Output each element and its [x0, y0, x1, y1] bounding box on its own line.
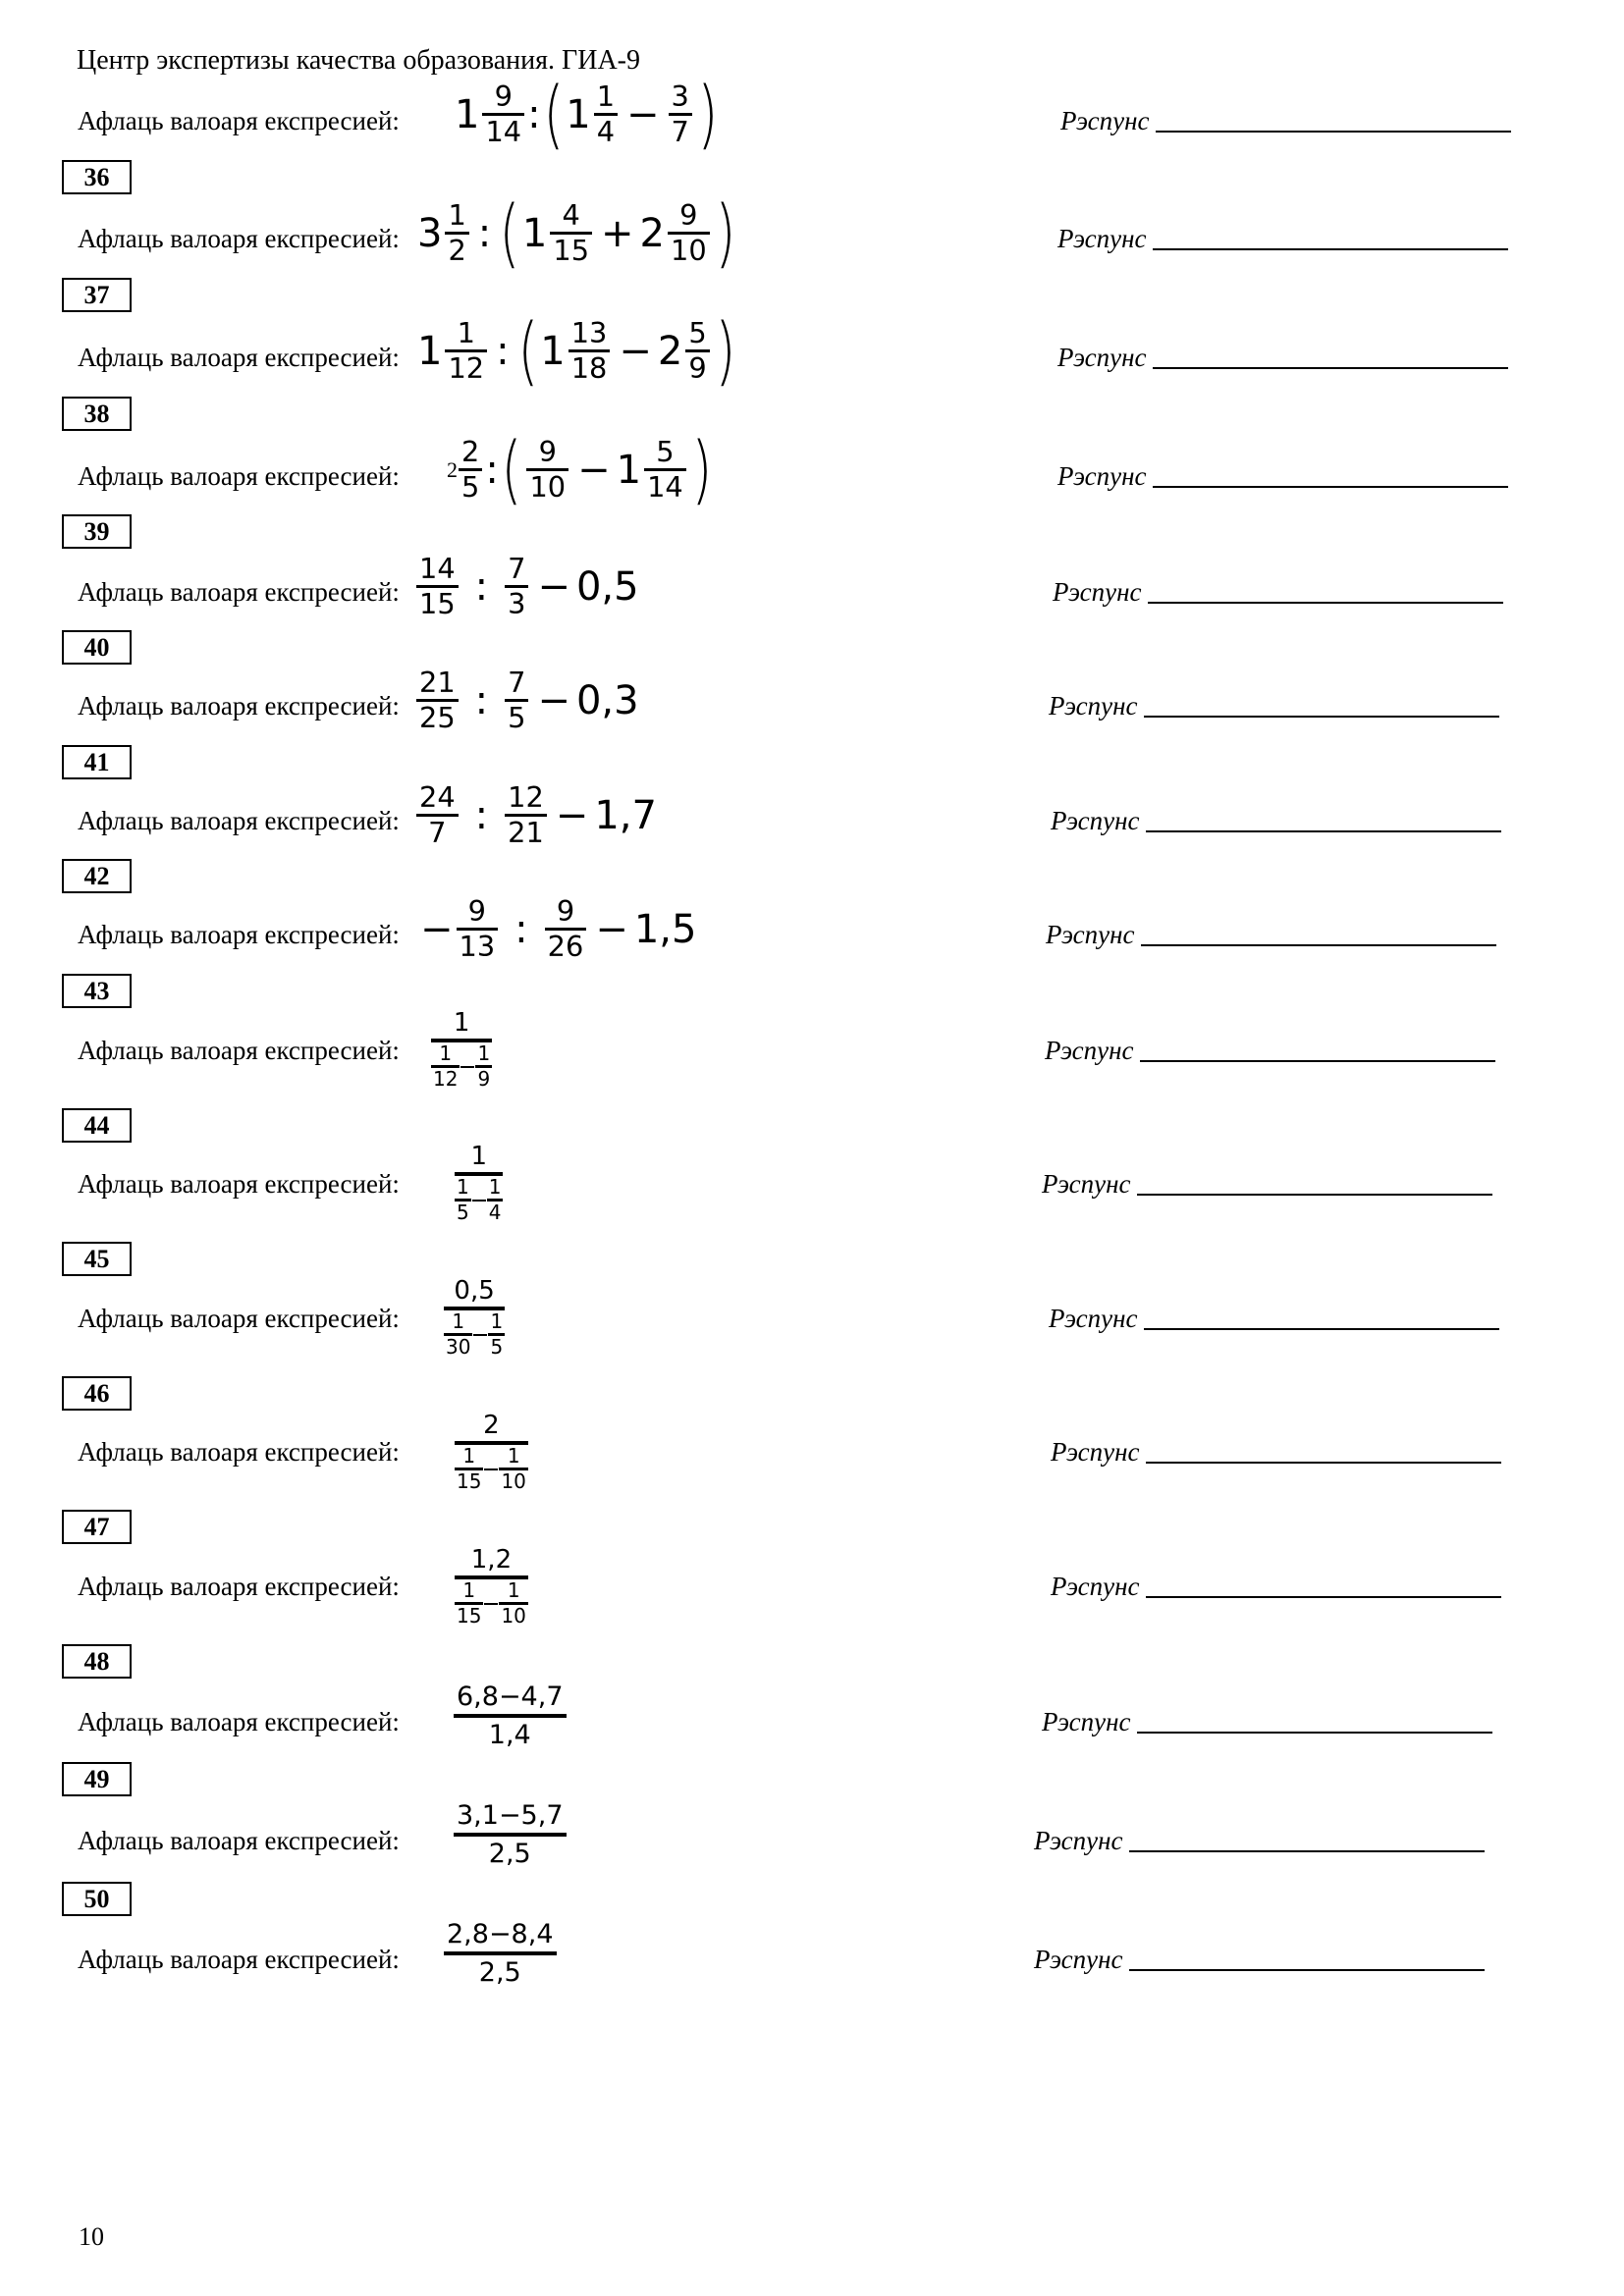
operator: : [496, 328, 510, 374]
operator: − [595, 906, 628, 952]
answer-line[interactable] [1129, 1849, 1485, 1852]
answer-label: Рэспунс [1049, 1304, 1138, 1333]
denominator: 9 [688, 351, 707, 386]
answer-line[interactable] [1140, 1059, 1495, 1062]
answer-line[interactable] [1148, 601, 1503, 604]
operator: : [527, 91, 541, 137]
numerator: 21 [419, 666, 456, 699]
whole-number: 1 [616, 447, 642, 493]
denominator: 5 [508, 701, 526, 735]
denominator: 10 [501, 1604, 526, 1629]
answer-line[interactable] [1156, 130, 1511, 133]
operator: : [474, 563, 489, 610]
answer-label: Рэспунс [1057, 343, 1147, 372]
math-expression: 1 $\frac{1}{12}$ : ( 1 $\frac{13}{18}$ − 2 $\frac{5}{9}$ ) [417, 306, 735, 395]
answer-line[interactable] [1137, 1731, 1492, 1734]
denominator: 10 [501, 1469, 526, 1494]
numerator: 9 [679, 198, 698, 232]
task-prompt: Афлаць валоаря експресией: [78, 224, 400, 253]
task-prompt: Афлаць валоаря експресией: [78, 1945, 400, 1974]
denominator: 4 [596, 115, 616, 149]
denominator: 9 [477, 1067, 491, 1092]
math-expression [413, 553, 639, 620]
task-prompt: Афлаць валоаря експресией: [78, 1572, 400, 1601]
operator: : [514, 906, 528, 952]
task-number: 49 [62, 1762, 132, 1796]
answer-label: Рэспунс [1051, 806, 1140, 835]
numerator: 1 [507, 1578, 520, 1603]
numerator: 1 [453, 1008, 470, 1038]
answer-label: Рэспунс [1060, 106, 1150, 135]
answer-field[interactable] [1049, 691, 1499, 721]
denominator: 10 [671, 234, 707, 268]
denominator: 18 [570, 351, 608, 386]
task-number: 39 [62, 514, 132, 549]
answer-line[interactable] [1129, 1968, 1485, 1971]
answer-field[interactable] [1034, 1826, 1485, 1856]
task-prompt: Афлаць валоаря експресией: [78, 1304, 400, 1333]
answer-line[interactable] [1146, 1461, 1501, 1464]
operator: − [555, 792, 589, 838]
answer-line[interactable] [1153, 485, 1508, 488]
answer-label: Рэспунс [1046, 920, 1135, 949]
answer-label: Рэспунс [1034, 1945, 1123, 1974]
answer-label: Рэспунс [1042, 1169, 1131, 1199]
task-prompt: Афлаць валоаря експресией: [78, 461, 400, 491]
math-expression [455, 1411, 528, 1493]
answer-field[interactable] [1057, 461, 1508, 492]
task-prompt: Афлаць валоаря експресией: [78, 1707, 400, 1736]
answer-field[interactable] [1034, 1945, 1485, 1975]
math-expression [413, 781, 657, 849]
task-number: 38 [62, 397, 132, 431]
numerator: 2,8−8,4 [447, 1919, 554, 1949]
answer-line[interactable] [1146, 829, 1501, 832]
math-expression [454, 1798, 567, 1871]
task-prompt: Афлаць валоаря експресией: [78, 1036, 400, 1065]
numerator: 5 [656, 435, 675, 468]
whole-number: 2 [447, 456, 458, 482]
task-prompt: Афлаць валоаря експресией: [78, 1826, 400, 1855]
whole-number: 2 [639, 210, 665, 256]
task-prompt: Афлаць валоаря експресией: [78, 806, 400, 835]
numerator: 2 [461, 435, 480, 468]
task-number: 50 [62, 1882, 132, 1916]
numerator: 1 [507, 1444, 520, 1468]
task-prompt: Афлаць валоаря експресией: [78, 1169, 400, 1199]
operator: − [626, 91, 660, 137]
numerator: 1 [457, 316, 475, 349]
operator: : [474, 677, 489, 723]
math-expression [455, 1545, 528, 1628]
denominator: 3 [508, 587, 526, 621]
decimal-value: 1,5 [633, 906, 697, 952]
numerator: 9 [494, 80, 513, 113]
denominator: 5 [490, 1335, 504, 1360]
numerator: 9 [538, 435, 557, 468]
denominator: 1,4 [488, 1720, 531, 1751]
operator: + [601, 210, 634, 256]
math-expression [431, 1008, 492, 1091]
answer-field[interactable] [1057, 343, 1508, 373]
task-number: 42 [62, 859, 132, 893]
numerator: 13 [570, 316, 608, 349]
answer-field[interactable] [1051, 1572, 1501, 1602]
answer-field[interactable] [1060, 106, 1511, 136]
answer-label: Рэспунс [1034, 1826, 1123, 1855]
task-number: 43 [62, 974, 132, 1008]
numerator: 9 [556, 894, 575, 928]
answer-field[interactable] [1042, 1169, 1492, 1200]
numerator: 1 [452, 1309, 465, 1334]
denominator: 7 [671, 115, 689, 149]
answer-label: Рэспунс [1045, 1036, 1134, 1065]
denominator: 4 [488, 1201, 502, 1225]
task-prompt: Афлаць валоаря експресией: [78, 1437, 400, 1467]
operator: − [537, 563, 570, 610]
answer-line[interactable] [1137, 1193, 1492, 1196]
answer-label: Рэспунс [1051, 1572, 1140, 1601]
task-number: 45 [62, 1242, 132, 1276]
denominator: 13 [459, 930, 496, 964]
task-prompt: Афлаць валоаря експресией: [78, 920, 400, 949]
denominator: 15 [419, 587, 456, 621]
document-header: Центр экспертизы качества образования. ГИА-9 [77, 45, 640, 76]
math-expression: 3 $\frac{1}{2}$ : ( 1 $\frac{4}{15}$ + 2 $\frac{9}{10}$ ) [417, 188, 735, 277]
operator: − [619, 328, 652, 374]
numerator: 7 [508, 552, 526, 585]
denominator: 14 [647, 470, 683, 505]
operator: : [485, 447, 499, 493]
denominator: 5 [461, 470, 480, 505]
answer-field[interactable] [1051, 806, 1501, 836]
task-number: 46 [62, 1376, 132, 1411]
math-expression [454, 1680, 567, 1752]
answer-line[interactable] [1141, 943, 1496, 946]
operator: : [477, 210, 492, 256]
math-expression [444, 1917, 557, 1990]
answer-field[interactable] [1053, 577, 1503, 608]
negative-sign: − [420, 906, 454, 952]
answer-field[interactable] [1046, 920, 1496, 950]
numerator: 1 [596, 80, 616, 113]
answer-field[interactable] [1042, 1707, 1492, 1737]
numerator: 24 [419, 780, 456, 814]
math-expression: 2 $\frac{2}{5}$ : ( $\frac{9}{10}$ − 1 $\frac{5}{14}$ ) [447, 425, 712, 513]
denominator: 7 [428, 816, 447, 850]
answer-line[interactable] [1146, 1595, 1501, 1598]
numerator: 4 [562, 198, 580, 232]
numerator: 1,2 [470, 1545, 513, 1575]
numerator: 3 [671, 80, 689, 113]
numerator: 14 [419, 552, 456, 585]
math-expression [444, 1276, 505, 1359]
denominator: 12 [448, 351, 485, 386]
task-prompt: Афлаць валоаря експресией: [78, 691, 400, 721]
decimal-value: 0,5 [575, 563, 639, 610]
denominator: 15 [457, 1469, 482, 1494]
operator: − [577, 447, 611, 493]
whole-number: 1 [566, 91, 591, 137]
task-number: 37 [62, 278, 132, 312]
denominator: 30 [446, 1335, 471, 1360]
numerator: 0,5 [454, 1276, 495, 1306]
numerator: 2 [483, 1411, 500, 1440]
denominator: 2,5 [478, 1957, 521, 1989]
answer-field[interactable] [1045, 1036, 1495, 1066]
answer-field[interactable] [1057, 224, 1508, 254]
numerator: 7 [508, 666, 526, 699]
answer-line[interactable] [1153, 366, 1508, 369]
numerator: 1 [462, 1444, 476, 1468]
math-expression [420, 895, 696, 963]
numerator: 5 [688, 316, 707, 349]
whole-number: 2 [657, 328, 683, 374]
answer-line[interactable] [1144, 1327, 1499, 1330]
numerator: 1 [488, 1175, 502, 1200]
numerator: 6,8−4,7 [457, 1682, 564, 1712]
denominator: 21 [508, 816, 544, 850]
numerator: 12 [508, 780, 544, 814]
operator: : [474, 792, 489, 838]
numerator: 9 [467, 894, 486, 928]
numerator: 1 [462, 1578, 476, 1603]
whole-number: 1 [455, 91, 480, 137]
decimal-value: 0,3 [575, 677, 639, 723]
task-prompt: Афлаць валоаря експресией: [78, 106, 400, 135]
numerator: 1 [448, 198, 466, 232]
numerator: 1 [490, 1309, 504, 1334]
math-expression: 1 $\frac{9}{14}$ : ( 1 $\frac{1}{4}$ − $\frac{3}{7}$ ) [455, 70, 719, 158]
denominator: 5 [457, 1201, 469, 1225]
task-number: 47 [62, 1510, 132, 1544]
decimal-value: 1,7 [594, 792, 657, 838]
task-prompt: Афлаць валоаря експресией: [78, 343, 400, 372]
answer-line[interactable] [1144, 715, 1499, 718]
denominator: 2,5 [488, 1839, 531, 1870]
numerator: 1 [457, 1175, 469, 1200]
task-number: 36 [62, 160, 132, 194]
task-number: 41 [62, 745, 132, 779]
whole-number: 1 [521, 210, 548, 256]
task-number: 48 [62, 1644, 132, 1679]
answer-field[interactable] [1051, 1437, 1501, 1468]
page-number: 10 [79, 2222, 104, 2251]
task-number: 44 [62, 1108, 132, 1143]
denominator: 12 [433, 1067, 459, 1092]
numerator: 1 [477, 1041, 491, 1066]
numerator: 1 [439, 1041, 453, 1066]
denominator: 2 [448, 234, 466, 268]
answer-line[interactable] [1153, 247, 1508, 250]
denominator: 26 [547, 930, 584, 964]
whole-number: 3 [417, 210, 443, 256]
answer-label: Рэспунс [1057, 461, 1147, 491]
task-number: 40 [62, 630, 132, 665]
answer-label: Рэспунс [1049, 691, 1138, 721]
math-expression [455, 1142, 503, 1224]
math-expression [413, 667, 639, 734]
task-prompt: Афлаць валоаря експресией: [78, 577, 400, 607]
answer-label: Рэспунс [1051, 1437, 1140, 1467]
denominator: 15 [553, 234, 590, 268]
answer-label: Рэспунс [1053, 577, 1142, 607]
operator: − [537, 677, 570, 723]
denominator: 10 [529, 470, 567, 505]
denominator: 15 [457, 1604, 482, 1629]
denominator: 25 [419, 701, 456, 735]
numerator: 3,1−5,7 [457, 1800, 564, 1831]
whole-number: 1 [540, 328, 566, 374]
answer-field[interactable] [1049, 1304, 1499, 1334]
numerator: 1 [470, 1142, 487, 1171]
whole-number: 1 [417, 328, 443, 374]
denominator: 14 [485, 115, 522, 149]
answer-label: Рэспунс [1057, 224, 1147, 253]
answer-label: Рэспунс [1042, 1707, 1131, 1736]
